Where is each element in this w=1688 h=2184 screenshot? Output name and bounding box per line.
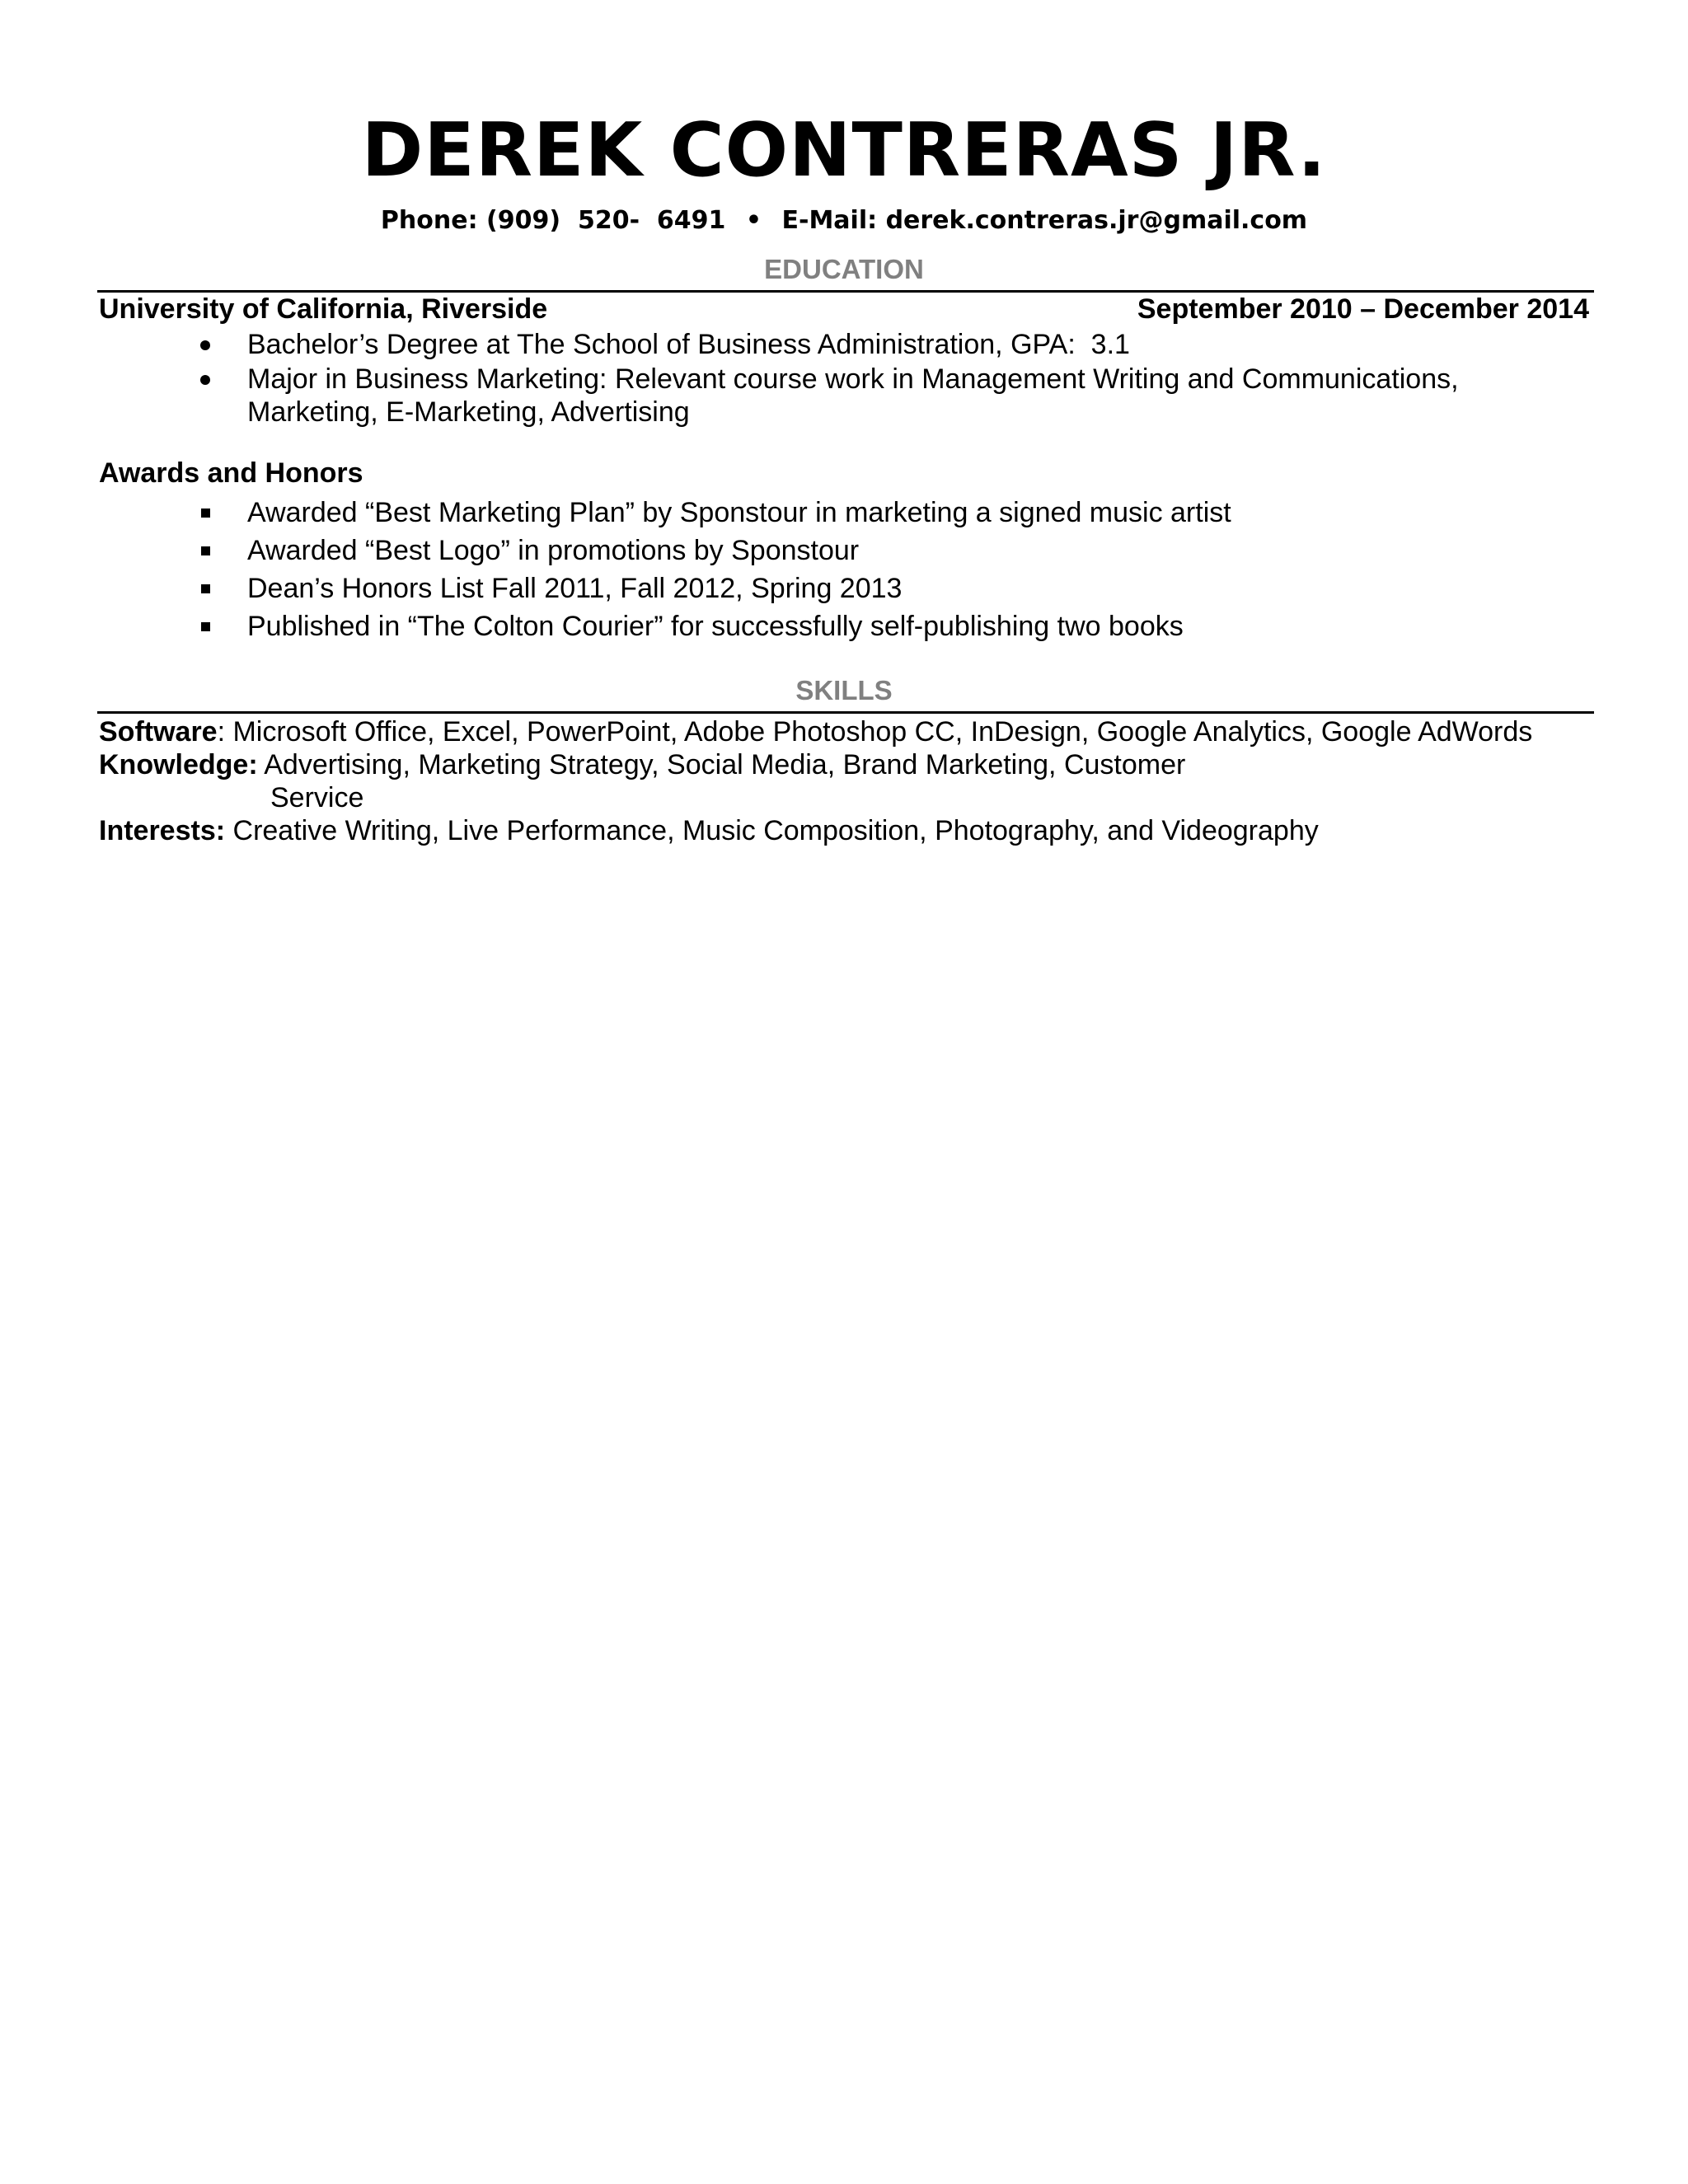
software-list: : Microsoft Office, Excel, PowerPoint, Adobe Photoshop CC, InDesign, Google Analytics, Google AdWords xyxy=(217,716,1533,748)
resume-name: DEREK CONTRERAS JR. xyxy=(361,107,1327,194)
skills-divider xyxy=(97,711,1594,714)
award-item: Awarded “Best Logo” in promotions by Sponstour xyxy=(247,535,860,566)
skills-software xyxy=(99,715,1532,748)
education-bullet-major: Major in Business Marketing: Relevant course work in Management Writing and Communications, xyxy=(247,363,1459,395)
square-bullet-icon xyxy=(201,584,210,593)
phone-number: (909) 520- 6491 xyxy=(486,206,726,235)
skills-knowledge xyxy=(99,748,1185,781)
award-item: Awarded “Best Marketing Plan” by Sponstour in marketing a signed music artist xyxy=(247,497,1231,528)
education-heading: EDUCATION xyxy=(764,254,924,284)
email-label: E-Mail: xyxy=(781,206,878,235)
bullet-icon xyxy=(200,375,210,385)
award-item: Dean’s Honors List Fall 2011, Fall 2012, Spring 2013 xyxy=(247,573,903,604)
skills-interests xyxy=(99,814,1319,847)
awards-heading: Awards and Honors xyxy=(99,457,363,489)
email-address: derek.contreras.jr@gmail.com xyxy=(885,206,1308,235)
square-bullet-icon xyxy=(201,509,210,518)
phone-label: Phone: xyxy=(380,206,478,235)
education-bullet-major-cont: Marketing, E-Marketing, Advertising xyxy=(247,396,690,428)
interests-list: Creative Writing, Live Performance, Music Composition, Photography, and Videography xyxy=(232,815,1319,846)
knowledge-list: Advertising, Marketing Strategy, Social Media, Brand Marketing, Customer xyxy=(264,749,1186,780)
school-name: University of California, Riverside xyxy=(99,293,548,325)
education-dates: September 2010 – December 2014 xyxy=(1137,293,1589,325)
square-bullet-icon xyxy=(201,546,210,555)
square-bullet-icon xyxy=(201,622,210,631)
software-label: Software xyxy=(99,716,218,748)
knowledge-label: Knowledge: xyxy=(99,749,258,780)
bullet-icon xyxy=(200,340,210,350)
contact-separator: • xyxy=(745,206,762,235)
skills-heading: SKILLS xyxy=(795,675,893,705)
education-bullet-degree: Bachelor’s Degree at The School of Business Administration, GPA: 3.1 xyxy=(247,329,1130,360)
award-item: Published in “The Colton Courier” for successfully self-publishing two books xyxy=(247,611,1184,642)
interests-label: Interests: xyxy=(99,815,226,846)
contact-line xyxy=(0,204,1688,237)
knowledge-list-cont: Service xyxy=(270,782,364,813)
